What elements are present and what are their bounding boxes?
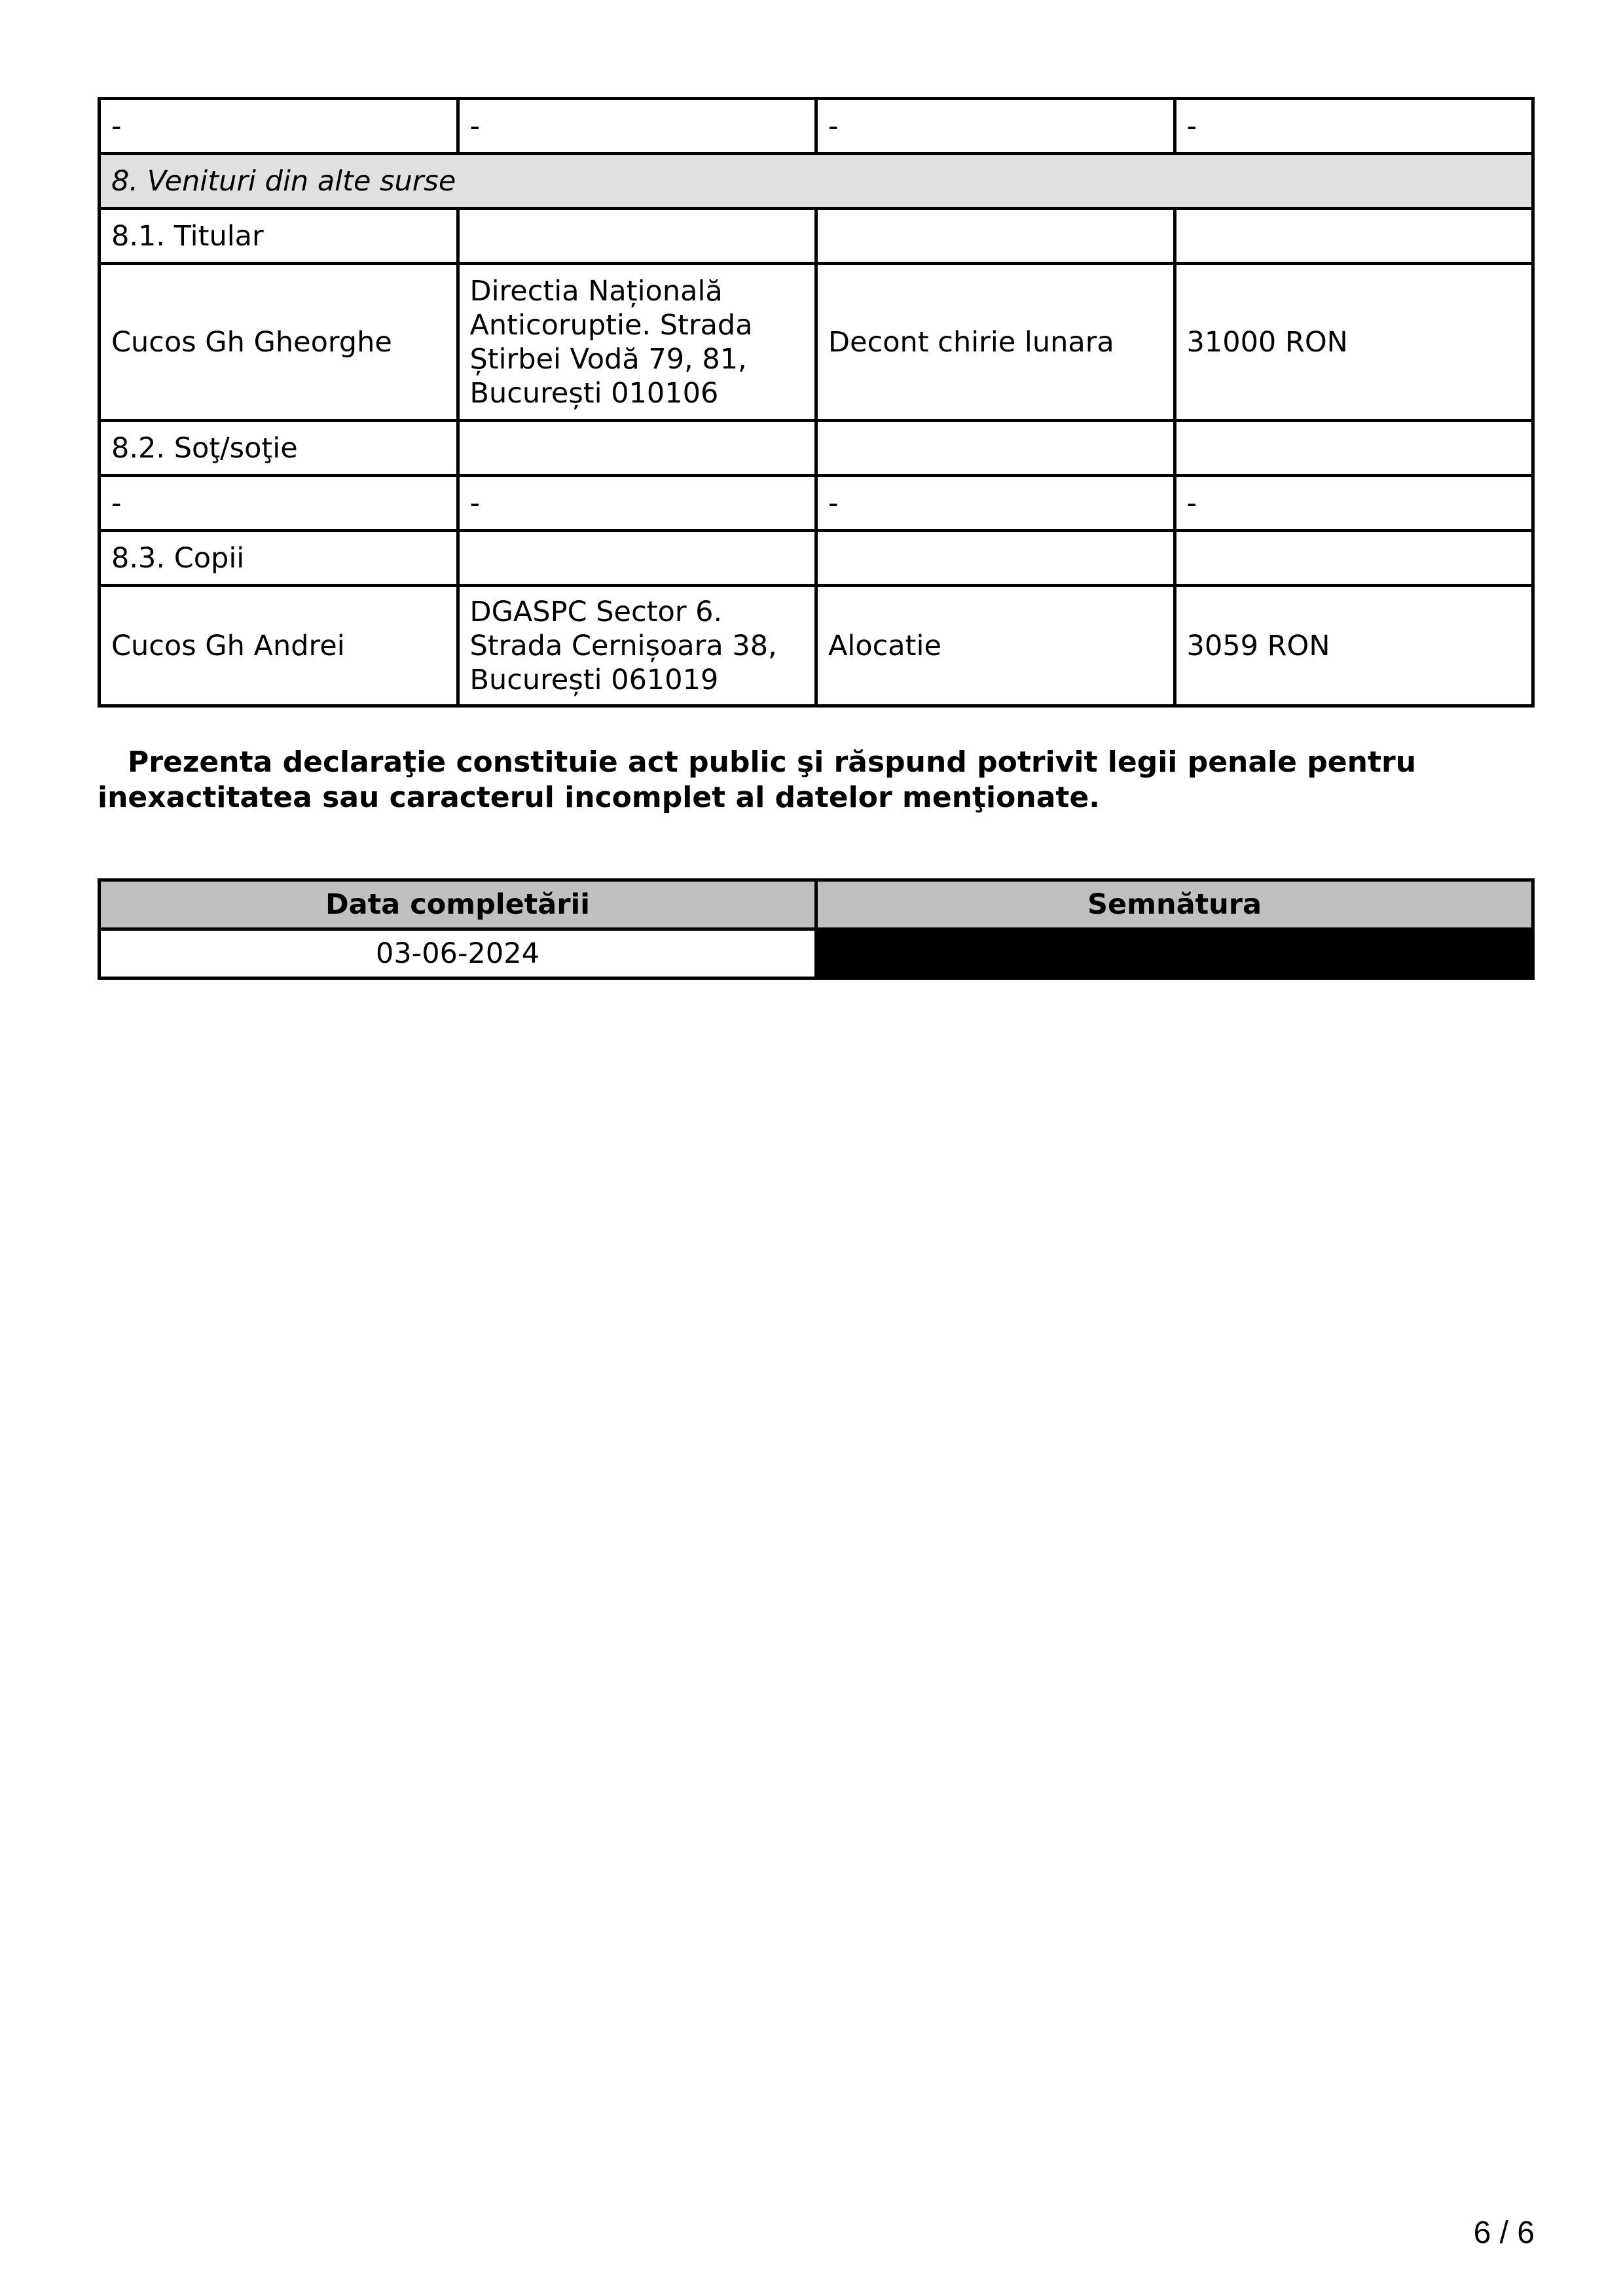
table-cell: [816, 209, 1175, 264]
table-cell: -: [816, 99, 1175, 154]
annual-income: 3059 RON: [1175, 586, 1533, 706]
signature-table-header: [100, 880, 1533, 929]
beneficiary-name: Cucos Gh Andrei: [100, 586, 458, 706]
signature-table-row: [100, 929, 1533, 978]
table-cell: -: [1175, 99, 1533, 154]
income-table: [98, 97, 1535, 708]
signature-table: [98, 878, 1535, 980]
table-cell: -: [100, 476, 458, 531]
table-cell: -: [100, 99, 458, 154]
subsection-label: 8.3. Copii: [100, 531, 458, 586]
table-row: [100, 264, 1533, 421]
table-row: [100, 476, 1533, 531]
signature-header: Semnătura: [816, 880, 1533, 929]
table-cell: [458, 531, 816, 586]
table-cell: [1175, 209, 1533, 264]
table-cell: [816, 531, 1175, 586]
completion-date: 03-06-2024: [100, 929, 816, 978]
table-cell: -: [458, 476, 816, 531]
subsection-label: 8.1. Titular: [100, 209, 458, 264]
table-cell: [1175, 531, 1533, 586]
page-number: 6 / 6: [1473, 2215, 1535, 2250]
subsection-label: 8.2. Soţ/soţie: [100, 421, 458, 476]
table-cell: -: [816, 476, 1175, 531]
subsection-row-spouse: [100, 421, 1533, 476]
declaration-statement: Prezenta declaraţie constituie act public şi răspund potrivit legii penale pentru inexactitatea sau caracterul incomplet al datelor menţionate.: [98, 745, 1417, 814]
subsection-row-children: [100, 531, 1533, 586]
beneficiary-name: Cucos Gh Gheorghe: [100, 264, 458, 421]
table-row: [100, 99, 1533, 154]
service-provided: Decont chirie lunara: [816, 264, 1175, 421]
table-cell: [816, 421, 1175, 476]
table-row: [100, 586, 1533, 706]
subsection-row-titular: [100, 209, 1533, 264]
income-source: DGASPC Sector 6. Strada Cernișoara 38, București 061019: [458, 586, 816, 706]
table-cell: [1175, 421, 1533, 476]
income-source: Directia Națională Anticoruptie. Strada Știrbei Vodă 79, 81, București 010106: [458, 264, 816, 421]
service-provided: Alocatie: [816, 586, 1175, 706]
signature-redacted: [816, 929, 1533, 978]
table-cell: -: [458, 99, 816, 154]
annual-income: 31000 RON: [1175, 264, 1533, 421]
section-title: 8. Venituri din alte surse: [100, 154, 1533, 209]
section-header-row: [100, 154, 1533, 209]
table-cell: [458, 421, 816, 476]
table-cell: -: [1175, 476, 1533, 531]
table-cell: [458, 209, 816, 264]
date-header: Data completării: [100, 880, 816, 929]
